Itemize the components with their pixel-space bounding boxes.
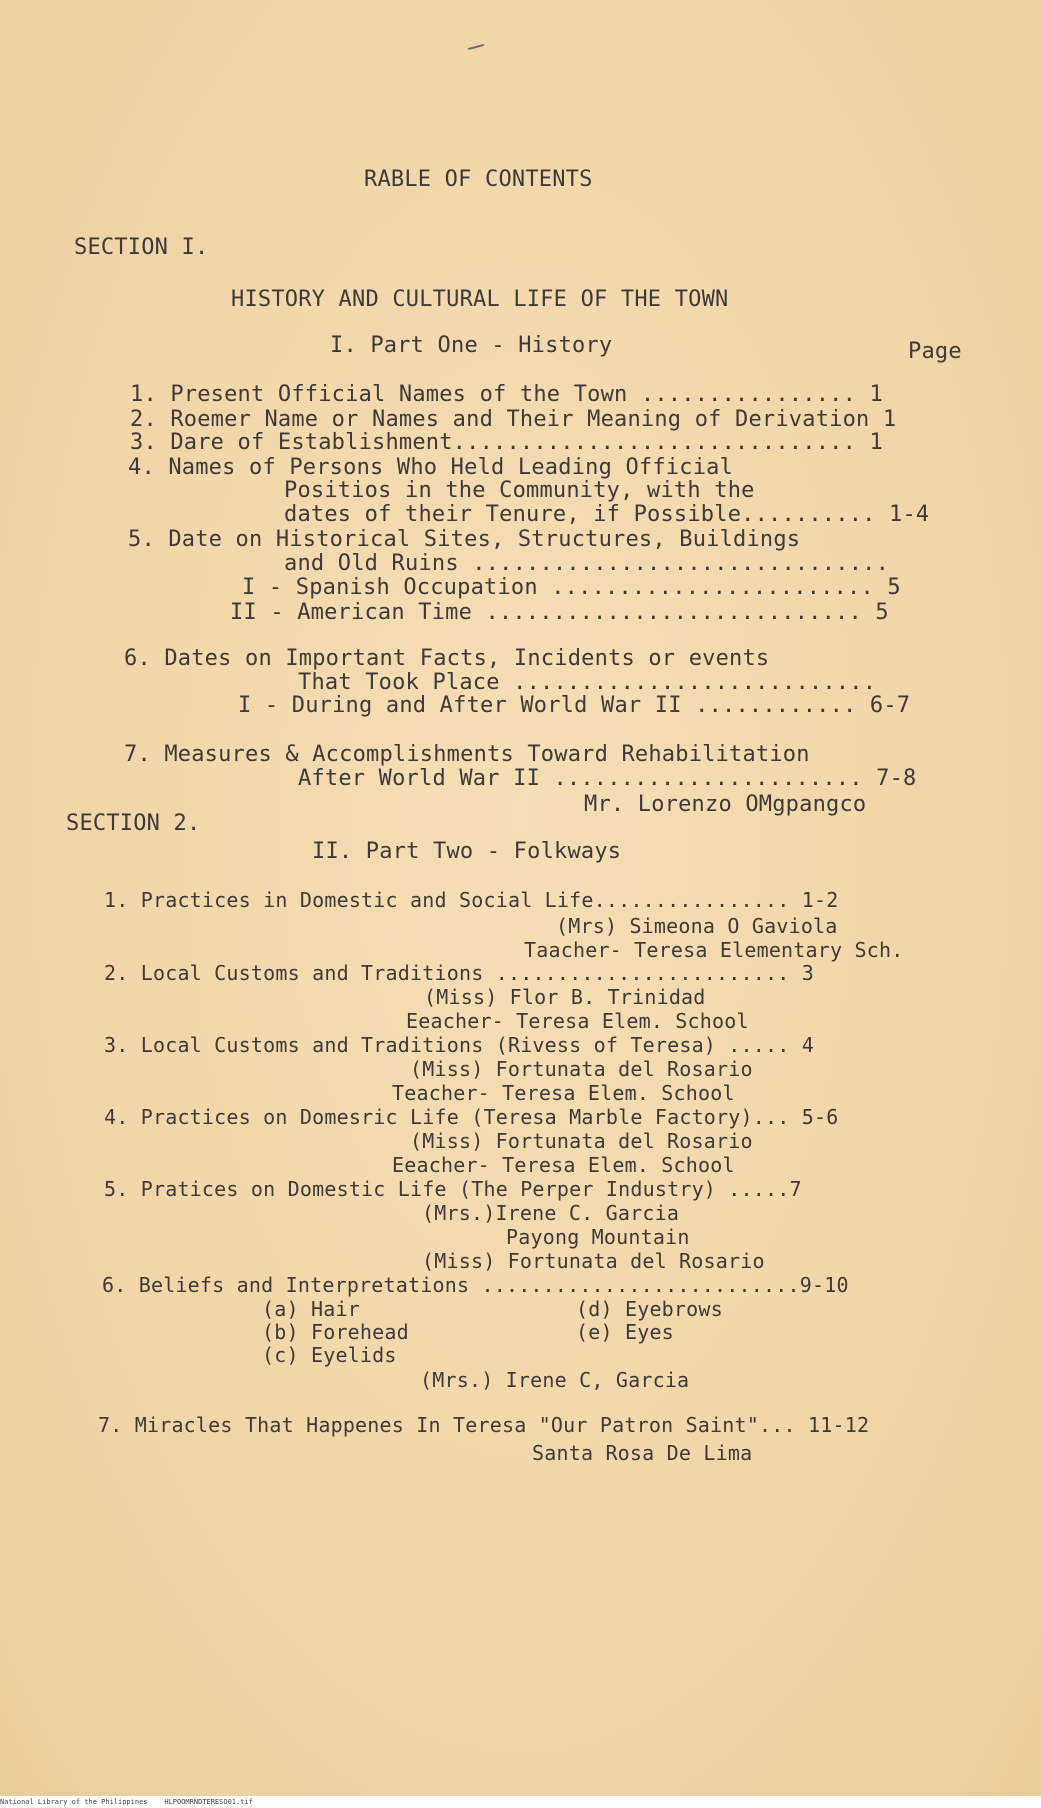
toc-line: 2. Roemer Name or Names and Their Meaning of Derivation 1 xyxy=(130,407,897,432)
contributor-name: (Mrs.) Irene C, Garcia xyxy=(420,1368,690,1392)
toc-line: 2. Local Customs and Traditions ........................ 3 xyxy=(104,961,814,985)
archive-footer: National Library of the Philippines HLPOOMRNDTERESO01.tif xyxy=(0,1796,1041,1808)
subitem: (a) Hair xyxy=(262,1297,360,1321)
section-1-label: SECTION I. xyxy=(74,235,209,260)
subitem: (d) Eyebrows xyxy=(576,1297,723,1321)
subitem: (e) Eyes xyxy=(576,1320,674,1344)
part-one-heading: I. Part One - History xyxy=(330,333,613,358)
toc-line: 7. Miracles That Happenes In Teresa "Our Patron Saint"... 11-12 xyxy=(98,1413,870,1437)
toc-line: 6. Dates on Important Facts, Incidents or events xyxy=(124,646,770,671)
page-title: RABLE OF CONTENTS xyxy=(364,167,593,192)
toc-line: 5. Date on Historical Sites, Structures, Buildings xyxy=(128,527,801,552)
toc-line: 5. Pratices on Domestic Life (The Perper Industry) .....7 xyxy=(104,1177,802,1201)
contributor-name: (Mrs) Simeona O Gaviola xyxy=(556,914,838,938)
contributor-name: (Miss) Fortunata del Rosario xyxy=(410,1129,753,1153)
contributor-role: Eeacher- Teresa Elem. School xyxy=(406,1009,749,1033)
toc-line: 7. Measures & Accomplishments Toward Rehabilitation xyxy=(124,742,810,767)
toc-line: 4. Names of Persons Who Held Leading Official xyxy=(128,455,734,480)
toc-line: I - Spanish Occupation ........................ 5 xyxy=(242,575,901,600)
ink-mark xyxy=(468,44,484,50)
contributor-role: Taacher- Teresa Elementary Sch. xyxy=(524,938,904,962)
patron-saint-name: Santa Rosa De Lima xyxy=(532,1441,753,1465)
toc-line: 1. Practices in Domestic and Social Life................ 1-2 xyxy=(104,888,839,912)
subitem: (b) Forehead xyxy=(262,1320,409,1344)
contributor-name: (Mrs.)Irene C. Garcia xyxy=(422,1201,680,1225)
toc-line: 6. Beliefs and Interpretations ..........................9-10 xyxy=(102,1273,849,1297)
toc-line: Positios in the Community, with the xyxy=(284,478,755,503)
toc-line: After World War II ....................... 7-8 xyxy=(298,766,917,791)
contributor-role: Eeacher- Teresa Elem. School xyxy=(392,1153,735,1177)
toc-line: 4. Practices on Domesric Life (Teresa Marble Factory)... 5-6 xyxy=(104,1105,839,1129)
part-two-heading: II. Part Two - Folkways xyxy=(312,839,622,864)
page-column-label: Page xyxy=(908,339,962,364)
contributor-name: (Miss) Flor B. Trinidad xyxy=(424,985,706,1009)
toc-line: I - During and After World War II ............ 6-7 xyxy=(238,693,911,718)
toc-line: and Old Ruins ............................... xyxy=(284,551,890,576)
toc-line: 3. Local Customs and Traditions (Rivess of Teresa) ..... 4 xyxy=(104,1033,814,1057)
toc-line: That Took Place ........................... xyxy=(298,670,877,695)
section-2-label: SECTION 2. xyxy=(66,811,201,836)
toc-line: 3. Dare of Establishment.............................. 1 xyxy=(130,430,883,455)
subitem: (c) Eyelids xyxy=(262,1343,397,1367)
contributor-name: (Miss) Fortunata del Rosario xyxy=(410,1057,753,1081)
section-1-heading: HISTORY AND CULTURAL LIFE OF THE TOWN xyxy=(231,287,729,312)
contributor-name: Mr. Lorenzo OMgpangco xyxy=(584,792,867,817)
contributor-name: (Miss) Fortunata del Rosario xyxy=(422,1249,765,1273)
toc-line: 1. Present Official Names of the Town ................ 1 xyxy=(130,382,883,407)
toc-line: II - American Time ............................ 5 xyxy=(230,600,889,625)
contributor-role: Teacher- Teresa Elem. School xyxy=(392,1081,735,1105)
contributor-location: Payong Mountain xyxy=(506,1225,690,1249)
toc-line: dates of their Tenure, if Possible.......... 1-4 xyxy=(284,502,930,527)
